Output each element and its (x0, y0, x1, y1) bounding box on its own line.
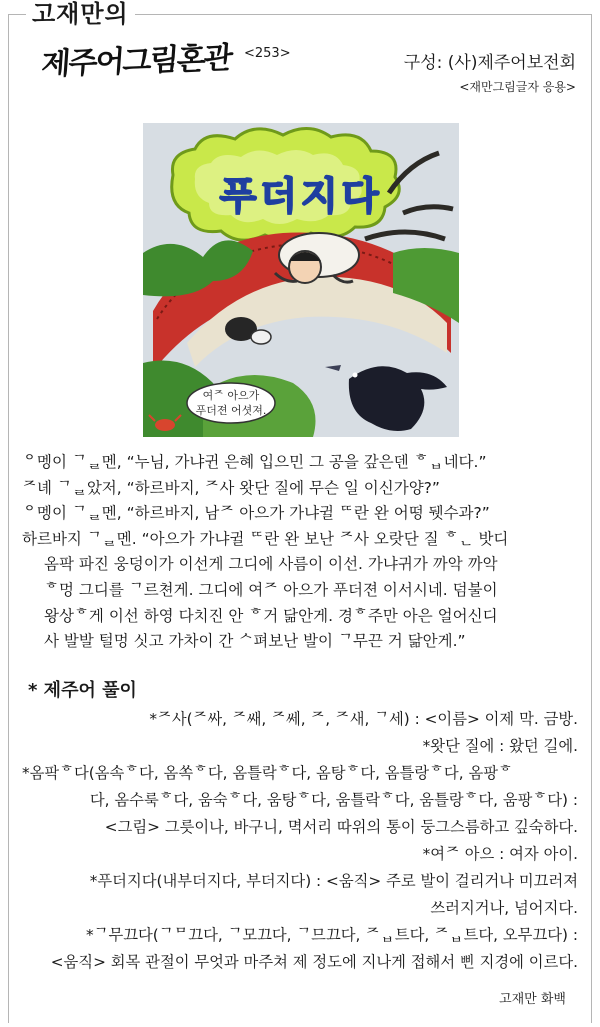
cartoon-illustration (143, 123, 459, 437)
glossary-line: *옴팍ᄒ다(옴속ᄒ다, 옴쏙ᄒ다, 옴틀락ᄒ다, 옴탕ᄒ다, 옴틀랑ᄒ다, 옴팡ᄒ (22, 764, 513, 782)
credit-note: <재만그림글자 응용> (459, 80, 576, 94)
story-line: 하르바지 ᄀᆯ멘. “아으가 가냐귈 ᄄ란 완 보난 ᄌ사 오랏단 질 ᄒᆫ 밧디 (22, 529, 509, 548)
glossary-line: <그림> 그릇이나, 바구니, 멱서리 따위의 통이 둥그스름하고 깊숙하다. (104, 818, 578, 836)
issue-number: <253> (244, 46, 291, 61)
glossary-line: 다, 옴수룩ᄒ다, 움숙ᄒ다, 움탕ᄒ다, 움틀락ᄒ다, 움틀랑ᄒ다, 움팡ᄒ다) : (89, 791, 578, 809)
glossary (22, 706, 578, 976)
glossary-line: 쓰러지거나, 넘어지다. (430, 899, 578, 917)
glossary-line: *ᄌ사(ᄌ싸, ᄌ쌔, ᄌ쎄, ᄌ, ᄌ새, ᄀ세) : <이름> 이제 막. 금방. (149, 710, 578, 728)
glossary-line: *왓단 질에 : 왔던 길에. (422, 737, 578, 755)
story-line: ᄌ녜 ᄀᆯ았저, “하르바지, ᄌ사 왓단 질에 무슨 일 이신가양?” (22, 478, 440, 497)
byline: 고재만 화백 (499, 992, 566, 1007)
glossary-line: *푸더지다(내부더지다, 부더지다) : <움직> 주로 발이 걸리거나 미끄러져 (89, 872, 578, 890)
story-text (22, 450, 582, 655)
story-line: ᄒ멍 그디를 ᄀ르쳔게. 그디에 여ᄌ 아으가 푸더젼 이서시네. 덤불이 (44, 580, 498, 599)
story-line: 사 발발 털멍 싯고 가차이 간 ᄉ펴보난 발이 ᄀ무끈 거 닮안게.” (44, 632, 466, 651)
glossary-line: *여ᄌ 아으 : 여자 아이. (422, 845, 578, 863)
column-title: 고재만의 (26, 0, 135, 28)
bubble-line-2: 푸더젼 어셧져. (195, 404, 267, 417)
story-line: ᄋ멩이 ᄀᆯ멘, “누님, 가냐귄 은혜 입으민 그 공을 갚은덴 ᄒᆸ네다.” (22, 453, 487, 471)
story-line: ᄋ멩이 ᄀᆯ멘, “하르바지, 남ᄌ 아으가 가냐귈 ᄄ란 완 어떵 뒛수과?” (22, 504, 490, 523)
glossary-line: <움직> 회목 관절이 무엇과 마주쳐 제 정도에 지나게 접해서 삔 지경에 이르다. (50, 953, 578, 971)
illustration-title: 푸더지다 (219, 174, 383, 218)
glossary-heading: * 제주어 풀이 (28, 680, 137, 701)
glossary-line: *ᄀ무끄다(ᄀᄆ끄다, ᄀ모끄다, ᄀ므끄다, ᄌᆸ트다, ᄌᆸ트다, 오무끄다) : (86, 926, 578, 944)
credit: 구성: (사)제주어보전회 (403, 53, 576, 73)
story-line: 옴팍 파진 웅덩이가 이선게 그디에 사름이 이선. 가냐귀가 까악 까악 (44, 555, 498, 574)
bubble-line-1: 여ᄌ 아으가 (202, 389, 260, 402)
series-title: 제주어그림혼관 (40, 40, 233, 83)
story-line: 왕상ᄒ게 이선 하영 다치진 안 ᄒ거 닮안게. 경ᄒ주만 아은 얼어신디 (44, 606, 498, 625)
